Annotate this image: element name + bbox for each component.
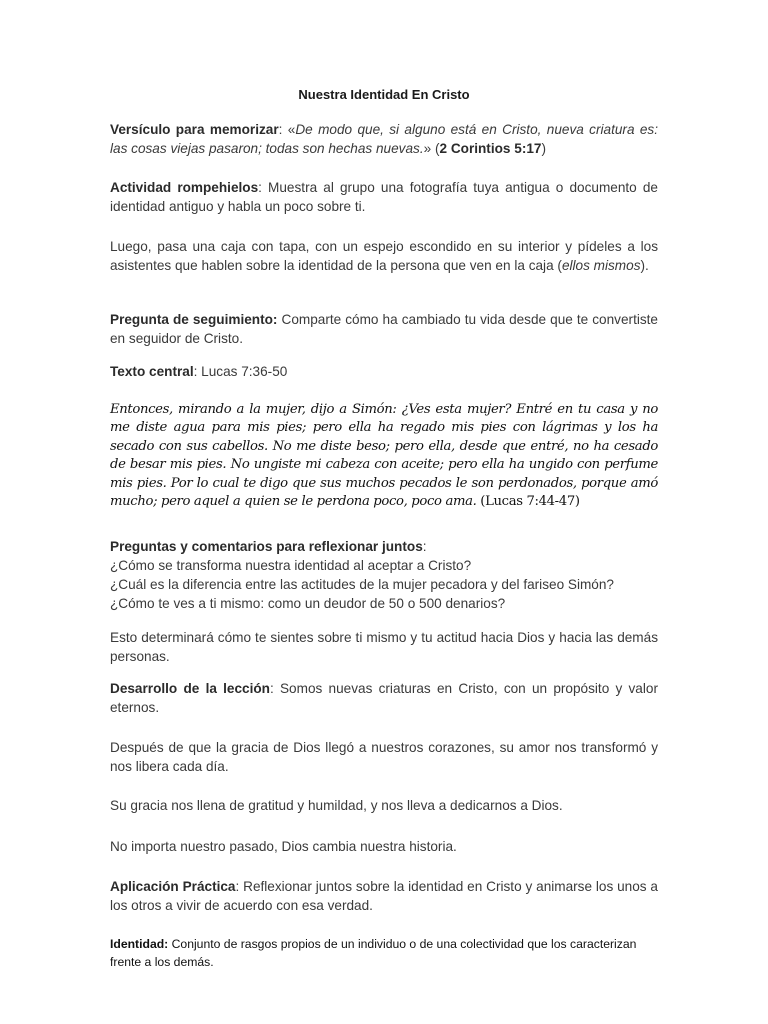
determine-paragraph: Esto determinará cómo te sientes sobre ti mismo y tu actitud hacia Dios y hacia las demás personas. (110, 630, 658, 664)
practical-application (110, 877, 658, 915)
question-item: ¿Cuál es la diferencia entre las actitudes de la mujer pecadora y del fariseo Simón? (110, 577, 614, 592)
lesson-label: Desarrollo de la lección (110, 681, 270, 696)
question-item: ¿Cómo se transforma nuestra identidad al aceptar a Cristo? (110, 558, 472, 573)
bible-passage-text: Entonces, mirando a la mujer, dijo a Simón: ¿Ves esta mujer? Entré en tu casa y no me diste agua para mis pies; pero ella ha regado mis pies con lágrimas y los ha secado con sus cabellos. No me diste beso; pero ella, desde que entré, no ha cesado de besar mis pies. No ungiste mi cabeza con aceite; pero ella ha ungido con perfume mis pies. Por lo cual te digo que sus muchos pecados le son perdonados, porque amó mucho; pero aquel a quien se le perdona poco, poco ama. (110, 402, 658, 510)
grace-fill-paragraph: Su gracia nos llena de gratitud y humildad, y nos lleva a dedicarnos a Dios. (110, 798, 563, 813)
central-text (110, 362, 658, 381)
box-activity-italic: ellos mismos (561, 258, 641, 273)
bible-passage (110, 401, 658, 511)
past-paragraph: No importa nuestro pasado, Dios cambia nuestra historia. (110, 839, 457, 854)
memory-verse-text: De modo que, si alguno está en Cristo, nueva criatura es: las cosas viejas pasaron; todas son hechas nuevas. (110, 122, 658, 156)
central-text-label: Texto central (110, 364, 194, 379)
application-label: Aplicación Práctica (110, 879, 236, 894)
memory-verse-close-quote: » ( (423, 141, 440, 156)
icebreaker-label: Actividad rompehielos (110, 180, 259, 195)
grace-transform-paragraph: Después de que la gracia de Dios llegó a nuestros corazones, su amor nos transformó y nos libera cada día. (110, 740, 658, 774)
memory-verse-open-quote: « (287, 122, 296, 137)
central-text-ref: : Lucas 7:36-50 (193, 364, 288, 379)
box-activity-close: ). (640, 258, 649, 273)
memory-verse-label: Versículo para memorizar (110, 122, 279, 137)
identity-definition (110, 935, 658, 971)
definition-text: Conjunto de rasgos propios de un individuo o de una colectividad que los caracterizan frente a los demás. (110, 937, 637, 969)
reflection-questions (110, 537, 658, 613)
memory-verse-sep: : (278, 122, 288, 137)
memory-verse (110, 120, 658, 158)
question-item: ¿Cómo te ves a ti mismo: como un deudor de 50 o 500 denarios? (110, 596, 506, 611)
box-activity (110, 237, 658, 275)
icebreaker-text: : Muestra al grupo una fotografía tuya antigua o documento de identidad antiguo y habla un poco sobre ti. (110, 180, 658, 214)
page-title: Nuestra Identidad En Cristo (298, 87, 470, 102)
lesson-development (110, 679, 658, 717)
bible-passage-ref: (Lucas 7:44-47) (476, 494, 580, 510)
followup-question (110, 310, 658, 348)
document-page (110, 0, 658, 1024)
application-text: : Reflexionar juntos sobre la identidad en Cristo y animarse los unos a los otros a vivir de acuerdo con esa verdad. (110, 879, 658, 913)
memory-verse-close: ) (541, 141, 546, 156)
memory-verse-ref: 2 Corintios 5:17 (439, 141, 542, 156)
icebreaker-activity (110, 178, 658, 216)
lesson-text: : Somos nuevas criaturas en Cristo, con un propósito y valor eternos. (110, 681, 658, 715)
followup-label: Pregunta de seguimiento: (110, 312, 278, 327)
definition-label: Identidad: (110, 937, 169, 951)
followup-text: Comparte cómo ha cambiado tu vida desde que te convertiste en seguidor de Cristo. (110, 312, 658, 346)
reflection-questions-sep: : (422, 539, 427, 554)
box-activity-text: Luego, pasa una caja con tapa, con un espejo escondido en su interior y pídeles a los asistentes que hablen sobre la identidad de la persona que ven en la caja ( (110, 239, 658, 273)
reflection-questions-label: Preguntas y comentarios para reflexionar juntos (110, 539, 423, 554)
